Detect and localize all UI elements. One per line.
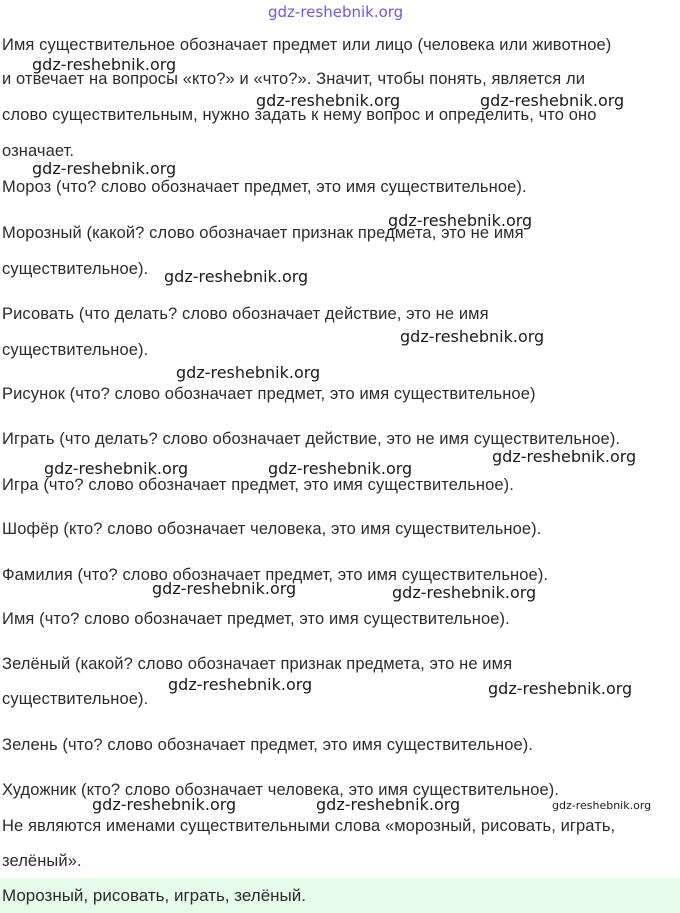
header-watermark: gdz-reshebnik.org	[268, 3, 404, 21]
answer-box	[0, 878, 680, 913]
item-shofyor: Шофёр (кто? слово обозначает человека, это имя существительное).	[2, 520, 542, 538]
answer-text: Морозный, рисовать, играть, зелёный.	[2, 886, 306, 905]
watermark: gdz-reshebnik.org	[492, 447, 637, 466]
conclusion-line-1: Не являются именами существительными слова «морозный, рисовать, играть,	[2, 817, 616, 835]
intro-line-1: Имя существительное обозначает предмет или лицо (человека или животное)	[2, 36, 612, 54]
item-moroznyi-1: Морозный (какой? слово обозначает признак предмета, это не имя	[2, 224, 524, 242]
item-zelyonyi-1: Зелёный (какой? слово обозначает признак предмета, это не имя	[2, 655, 513, 673]
item-imya: Имя (что? слово обозначает предмет, это имя существительное).	[2, 610, 510, 628]
watermark: gdz-reshebnik.org	[44, 459, 189, 478]
item-risovat-2: существительное).	[2, 341, 149, 359]
watermark: gdz-reshebnik.org	[316, 795, 461, 814]
conclusion-line-2: зелёный».	[2, 852, 82, 870]
watermark: gdz-reshebnik.org	[164, 267, 309, 286]
item-igra: Игра (что? слово обозначает предмет, это имя существительное).	[2, 476, 514, 494]
item-moroz: Мороз (что? слово обозначает предмет, это имя существительное).	[2, 178, 527, 196]
watermark: gdz-reshebnik.org	[152, 579, 297, 598]
watermark: gdz-reshebnik.org	[552, 799, 652, 812]
watermark: gdz-reshebnik.org	[32, 159, 177, 178]
watermark: gdz-reshebnik.org	[388, 211, 533, 230]
item-moroznyi-2: существительное).	[2, 260, 149, 278]
item-risovat-1: Рисовать (что делать? слово обозначает действие, это не имя	[2, 305, 489, 323]
watermark: gdz-reshebnik.org	[256, 91, 401, 110]
watermark: gdz-reshebnik.org	[392, 583, 537, 602]
watermark: gdz-reshebnik.org	[488, 679, 633, 698]
watermark: gdz-reshebnik.org	[168, 675, 313, 694]
item-familiya: Фамилия (что? слово обозначает предмет, это имя существительное).	[2, 566, 549, 584]
watermark: gdz-reshebnik.org	[32, 55, 177, 74]
watermark: gdz-reshebnik.org	[176, 363, 321, 382]
intro-line-4: означает.	[2, 142, 75, 160]
item-zelyonyi-2: существительное).	[2, 690, 149, 708]
watermark: gdz-reshebnik.org	[92, 795, 237, 814]
item-igrat: Играть (что делать? слово обозначает действие, это не имя существительное).	[2, 430, 621, 448]
watermark: gdz-reshebnik.org	[400, 327, 545, 346]
item-khudozhnik: Художник (кто? слово обозначает человека, это имя существительное).	[2, 781, 560, 799]
intro-line-2: и отвечает на вопросы «кто?» и «что?». Значит, чтобы понять, является ли	[2, 70, 586, 88]
item-risunok: Рисунок (что? слово обозначает предмет, это имя существительное)	[2, 385, 536, 403]
item-zelen: Зелень (что? слово обозначает предмет, это имя существительное).	[2, 736, 534, 754]
intro-line-3: слово существительным, нужно задать к нему вопрос и определить, что оно	[2, 106, 597, 124]
watermark: gdz-reshebnik.org	[480, 91, 625, 110]
watermark: gdz-reshebnik.org	[268, 459, 413, 478]
